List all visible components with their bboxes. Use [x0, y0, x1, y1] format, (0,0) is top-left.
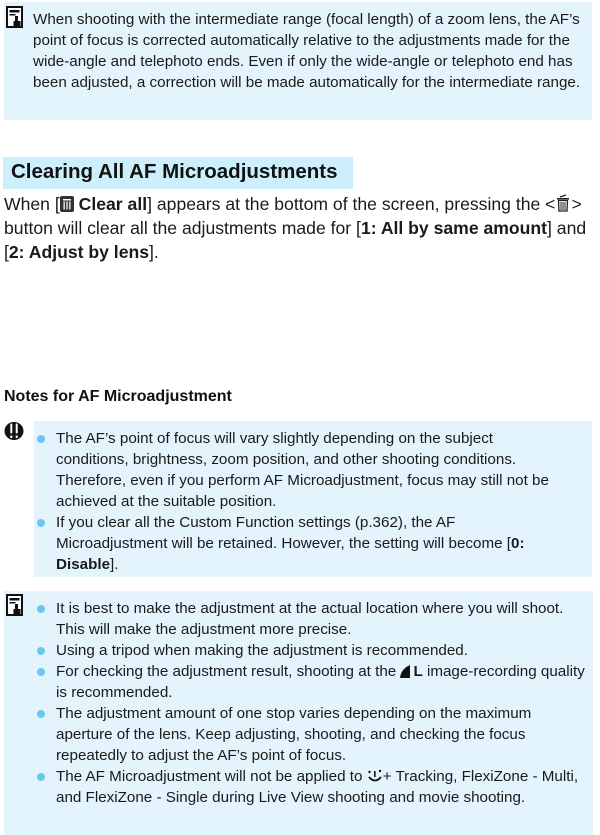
tip-item: For checking the adjustment result, shooting at the L image-recording quality is recommended.	[34, 661, 586, 703]
tip-item: Using a tripod when making the adjustment is recommended.	[34, 640, 586, 661]
tip-note-box	[4, 2, 592, 120]
erase-button-icon	[555, 194, 571, 212]
memo-note-icon	[6, 594, 23, 616]
trash-icon	[60, 196, 74, 212]
tip-note-text: When shooting with the intermediate range (focal length) of a zoom lens, the AF’s point of focus is corrected automatically relative to the adjustments made for the wide-angle and telephoto ends. Even if only the wide-angle or telephoto end has been adjusted, a correction will be made automatically for the intermediate range.	[33, 11, 581, 91]
tip-item: The adjustment amount of one stop varies depending on the maximum aperture of the lens. Keep adjusting, shooting, and checking the focus repeatedly to adjust the AF’s point of focus.	[34, 703, 586, 766]
caution-item: If you clear all the Custom Function settings (p.362), the AF Microadjustment will be retained. However, the setting will become [0: Disable].	[34, 512, 554, 575]
tips-list	[34, 598, 586, 808]
caution-item: The AF’s point of focus will vary slightly depending on the subject conditions, brightness, zoom position, and other shooting conditions. Therefore, even if you perform AF Microadjustment, focus may still not be achieved at the suitable position.	[34, 428, 554, 512]
memo-note-icon	[6, 6, 23, 28]
caution-box	[34, 421, 592, 577]
large-quality-icon	[400, 665, 411, 678]
tip-item: The AF Microadjustment will not be applied to + Tracking, FlexiZone - Multi, and FlexiZone - Single during Live View shooting and movie shooting.	[34, 766, 586, 808]
notes-title: Notes for AF Microadjustment	[4, 388, 232, 405]
tips-box	[4, 591, 593, 835]
clear-all-paragraph: When [ Clear all] appears at the bottom of the screen, pressing the < > button will clear all the adjustments made for [1: All by same amount] and [2: Adjust by lens].	[4, 194, 587, 262]
caution-icon	[4, 421, 24, 441]
section-heading	[3, 157, 353, 189]
section-heading-text: Clearing All AF Microadjustments	[11, 160, 338, 183]
tip-item: It is best to make the adjustment at the actual location where you will shoot. This will make the adjustment more precise.	[34, 598, 586, 640]
caution-list	[34, 428, 554, 575]
face-tracking-icon	[367, 769, 383, 783]
